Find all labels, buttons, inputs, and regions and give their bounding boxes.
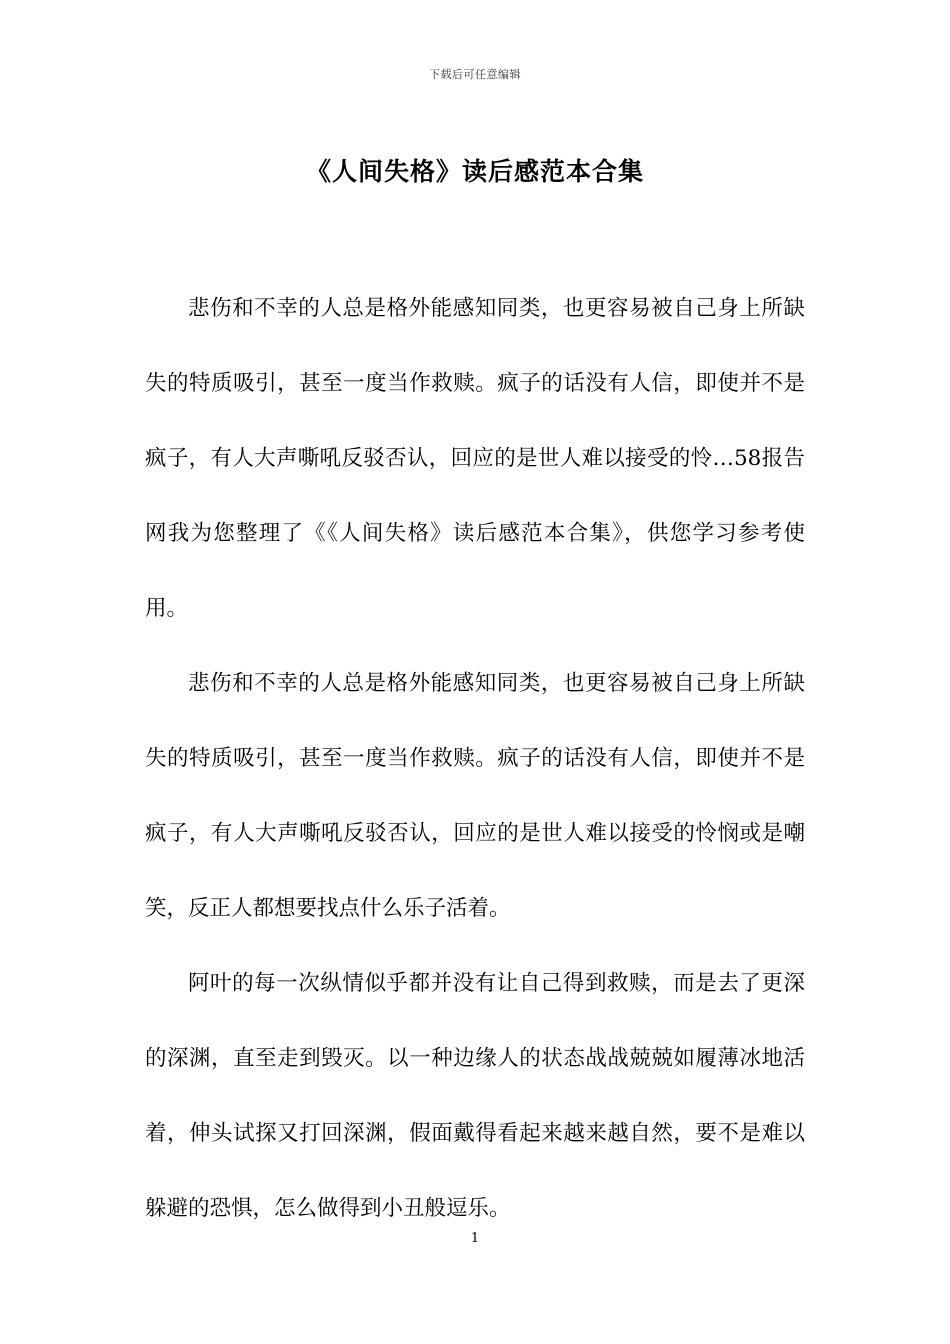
paragraph-1: 悲伤和不幸的人总是格外能感知同类，也更容易被自己身上所缺失的特质吸引，甚至一度当作救赎。疯子的话没有人信，即使并不是疯子，有人大声嘶吼反驳否认，回应的是世人难以接受的怜…58报告网我为您整理了《《人间失格》读后感范本合集》，供您学习参考使用。 bbox=[145, 296, 805, 621]
paragraph-3: 阿叶的每一次纵情似乎都并没有让自己得到救赎，而是去了更深的深渊，直至走到毁灭。以一种边缘人的状态战战兢兢如履薄冰地活着，伸头试探又打回深渊，假面戴得看起来越来越自然，要不是难以躲避的恐惧，怎么做得到小丑般逗乐。 bbox=[145, 971, 805, 1221]
paragraph-2: 悲伤和不幸的人总是格外能感知同类，也更容易被自己身上所缺失的特质吸引，甚至一度当作救赎。疯子的话没有人信，即使并不是疯子，有人大声嘶吼反驳否认，回应的是世人难以接受的怜悯或是嘲笑，反正人都想要找点什么乐子活着。 bbox=[145, 671, 805, 921]
page-header-note: 下载后可任意编辑 bbox=[429, 68, 521, 81]
page-number: 1 bbox=[470, 1231, 480, 1246]
document-title: 《人间失格》读后感范本合集 bbox=[305, 157, 644, 186]
document-body bbox=[145, 271, 805, 1246]
